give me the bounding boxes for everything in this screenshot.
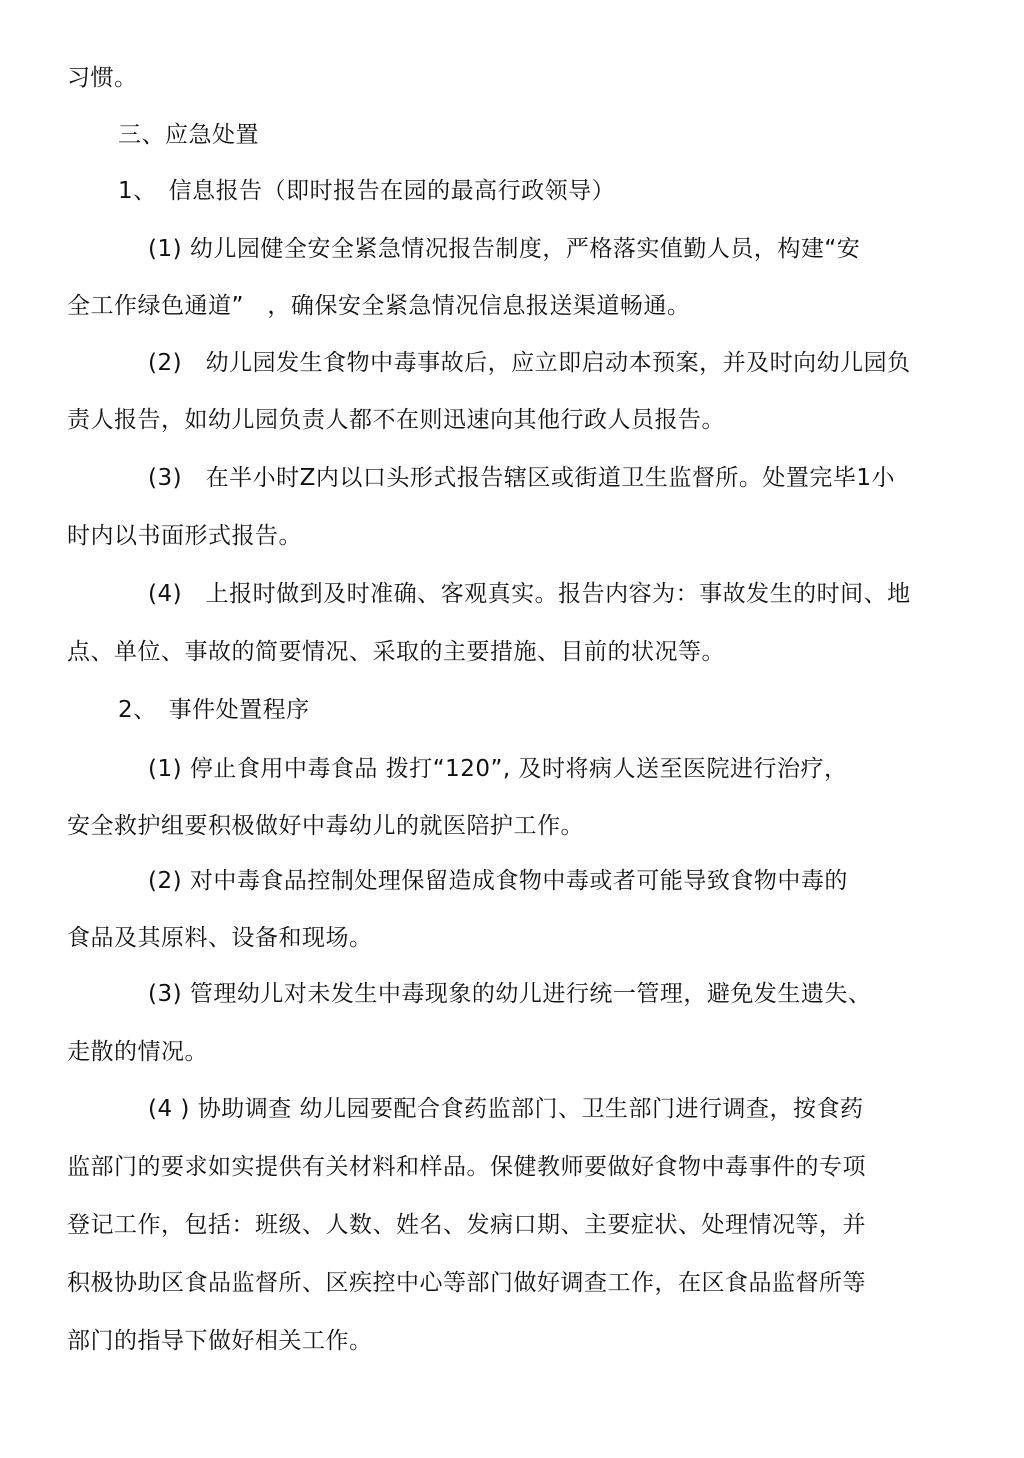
text-line: 点、单位、事故的简要情况、采取的主要措施、目前的状况等。	[67, 639, 725, 665]
text-line: (4 ) 协助调查 幼儿园要配合食药监部门、卫生部门进行调查，按食药	[148, 1096, 864, 1122]
text-line: 食品及其原料、设备和现场。	[67, 925, 373, 951]
section-heading: 三、应急处置	[118, 122, 259, 148]
subsection-heading: 2、 事件处置程序	[118, 697, 310, 723]
text-line: 走散的情况。	[67, 1039, 208, 1065]
text-line: (3) 在半小时Z内以口头形式报告辖区或街道卫生监督所。处置完毕1小	[148, 465, 895, 491]
text-line: 全工作绿色通道” ，确保安全紧急情况信息报送渠道畅通。	[67, 293, 691, 319]
text-line: 积极协助区食品监督所、区疾控中心等部门做好调查工作，在区食品监督所等	[67, 1270, 866, 1296]
text-line: (1) 幼儿园健全安全紧急情况报告制度，严格落实值勤人员，构建“安	[148, 236, 861, 262]
text-line: (4) 上报时做到及时准确、客观真实。报告内容为：事故发生的时间、地	[148, 581, 911, 607]
subsection-heading: 1、 信息报告（即时报告在园的最高行政领导）	[118, 178, 616, 204]
text-line: 时内以书面形式报告。	[67, 523, 302, 549]
text-line: 安全救护组要积极做好中毒幼儿的就医陪护工作。	[67, 813, 584, 839]
text-line: 部门的指导下做好相关工作。	[67, 1328, 373, 1354]
text-line: 习惯。	[67, 65, 138, 91]
text-line: 监部门的要求如实提供有关材料和样品。保健教师要做好食物中毒事件的专项	[67, 1154, 866, 1180]
text-line: 责人报告，如幼儿园负责人都不在则迅速向其他行政人员报告。	[67, 407, 725, 433]
text-line: (1) 停止食用中毒食品 拨打“120”, 及时将病人送至医院进行治疗，	[148, 756, 848, 782]
text-line: (3) 管理幼儿对未发生中毒现象的幼儿进行统一管理，避免发生遗失、	[148, 981, 872, 1007]
text-line: 登记工作，包括：班级、人数、姓名、发病口期、主要症状、处理情况等，并	[67, 1212, 866, 1238]
text-line: (2) 幼儿园发生食物中毒事故后，应立即启动本预案，并及时向幼儿园负	[148, 350, 911, 376]
text-line: (2) 对中毒食品控制处理保留造成食物中毒或者可能导致食物中毒的	[148, 868, 848, 894]
